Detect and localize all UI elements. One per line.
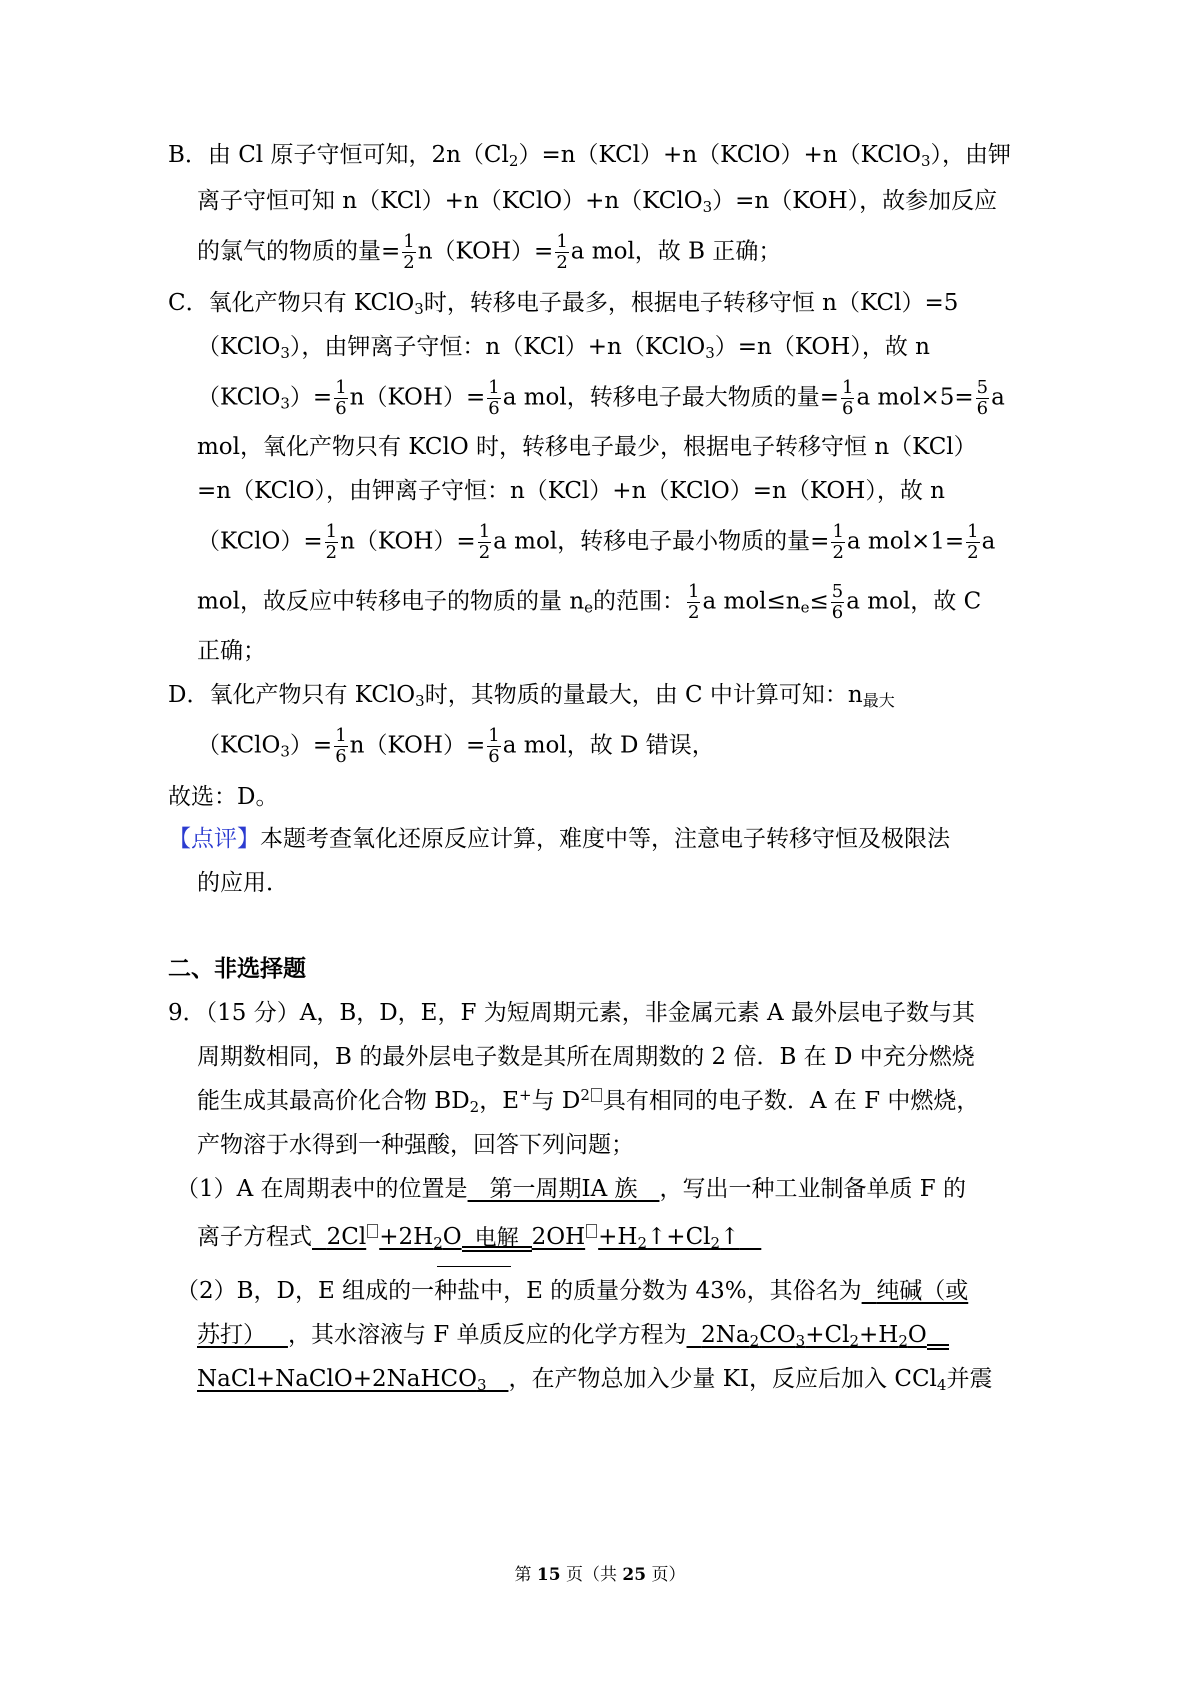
numerator: 1: [832, 521, 844, 542]
missing-glyph-icon: [367, 1224, 378, 1238]
text: 页（共: [566, 1565, 617, 1585]
text: ）=n（KOH），故 n: [714, 334, 930, 360]
subscript: 3: [280, 742, 290, 761]
text: ）=n（KOH），故参加反应: [712, 188, 998, 214]
denominator: 6: [976, 398, 989, 419]
answer-c-line-4: [197, 432, 977, 462]
text: a mol，转移电子最大物质的量=: [502, 384, 839, 411]
text: 本题考查氧化还原反应计算，难度中等，注意电子转移守恒及极限法: [260, 826, 950, 852]
answer-c-line-5: [197, 476, 945, 506]
condition: 电解: [474, 1226, 519, 1251]
text: （KClO: [197, 384, 281, 411]
subscript: e: [584, 598, 594, 617]
text: O: [442, 1224, 462, 1250]
answer-d-line-1: [168, 680, 895, 716]
denominator: 6: [335, 398, 347, 419]
subscript: 3: [702, 198, 713, 216]
fraction: [487, 726, 500, 767]
text: 离子守恒可知 n（KCl）+n（KClO）+n（KClO: [197, 188, 703, 214]
text: 具有相同的电子数．A 在 F 中燃烧，: [602, 1088, 980, 1114]
subscript: 3: [920, 152, 931, 170]
answer-b-line-3: [197, 232, 781, 273]
page-total: 25: [622, 1565, 647, 1585]
question-9-line-4: [197, 1130, 634, 1160]
subscript: 2: [849, 1332, 859, 1350]
text: ）=: [289, 384, 333, 411]
fraction: [334, 726, 347, 767]
answer-d-line-2: [197, 726, 715, 767]
answer-blank: [862, 1278, 969, 1304]
text: ），由钾: [930, 142, 1012, 168]
text: a mol×5=: [856, 384, 974, 411]
text: mol，故反应中转移电子的物质的量 n: [197, 588, 585, 615]
text: 的氯气的物质的量=: [197, 238, 401, 265]
text: ≤: [809, 588, 829, 615]
text: 能生成其最高价化合物 BD: [197, 1088, 470, 1114]
question-9-line-1: [168, 998, 975, 1028]
denominator: 2: [832, 542, 844, 563]
denominator: 6: [488, 398, 500, 419]
text: 时，转移电子最多，根据电子转移守恒 n（KCl）=5: [423, 290, 959, 316]
answer-text: 苏打）: [197, 1322, 266, 1348]
numerator: 1: [488, 377, 500, 398]
text: B．由 Cl 原子守恒可知，2n（Cl: [168, 142, 509, 168]
text: 故选：D。: [168, 784, 279, 810]
fraction: [831, 582, 844, 623]
text: 正确；: [197, 638, 266, 664]
text: NaCl+NaClO+2NaHCO: [197, 1366, 477, 1392]
text: 的应用．: [197, 870, 289, 896]
subscript: 2: [469, 1098, 480, 1116]
text: O: [907, 1322, 927, 1348]
text: ）=: [289, 732, 333, 759]
subscript: e: [800, 598, 810, 617]
answer-text: 第一周期IA 族: [489, 1176, 638, 1202]
denominator: 2: [967, 542, 979, 563]
numerator: 1: [325, 521, 338, 542]
answer-c-line-2: [197, 332, 930, 362]
text: 的范围：: [593, 588, 686, 615]
denominator: 6: [488, 746, 500, 767]
part-1-line-2: [197, 1222, 761, 1252]
denominator: 2: [403, 252, 415, 273]
text: D．氧化产物只有 KClO: [168, 682, 416, 708]
fraction: [687, 582, 700, 623]
text: 2OH: [531, 1224, 586, 1250]
answer-blank: [197, 1322, 288, 1348]
fraction: [976, 378, 989, 419]
text: ↑: [720, 1224, 740, 1250]
final-selection: [168, 782, 278, 812]
answer-c-line-6: [197, 522, 995, 563]
text: （KClO: [197, 732, 281, 759]
answer-equation: [312, 1224, 761, 1250]
fraction: [841, 378, 854, 419]
numerator: 5: [831, 581, 844, 602]
denominator: 2: [478, 542, 491, 563]
text: n（KOH）=: [349, 384, 486, 411]
subscript: 3: [795, 1332, 806, 1350]
subscript: 3: [476, 1376, 487, 1394]
subscript: 2: [637, 1234, 648, 1252]
denominator: 2: [556, 252, 568, 273]
text: 离子方程式: [197, 1224, 312, 1250]
text: ，写出一种工业制备单质 F 的: [659, 1176, 967, 1202]
part-1-line-1: [176, 1174, 966, 1204]
numerator: 1: [335, 725, 347, 746]
text: a mol，转移电子最小物质的量=: [493, 528, 830, 555]
answer-b-line-1: [168, 140, 1011, 170]
part-2-line-1: [176, 1276, 968, 1306]
answer-text: 纯碱（或: [876, 1278, 969, 1304]
text: n（KOH）=: [340, 528, 476, 555]
subscript: 3: [414, 300, 424, 318]
numerator: 1: [842, 377, 854, 398]
text: 页）: [651, 1565, 686, 1585]
text: n（KOH）=: [349, 732, 486, 759]
text: +Cl: [805, 1322, 850, 1348]
question-9-line-2: [197, 1042, 975, 1072]
text: a mol×1=: [846, 528, 965, 555]
review-line-1: [168, 824, 950, 854]
answer-equation: [197, 1366, 508, 1392]
text: （KClO: [197, 334, 281, 360]
text: a: [991, 384, 1005, 411]
fraction: [555, 232, 568, 273]
text: n（KOH）=: [417, 238, 554, 265]
text: C．氧化产物只有 KClO: [168, 290, 415, 316]
equals-sign: [927, 1344, 949, 1350]
text: a mol，故 D 错误，: [502, 732, 715, 759]
numerator: 5: [976, 377, 989, 398]
text: 2Na: [701, 1322, 750, 1348]
denominator: 2: [688, 602, 700, 623]
text: a mol≤n: [702, 588, 801, 615]
subscript: 2: [433, 1234, 443, 1252]
denominator: 6: [831, 602, 844, 623]
answer-equation: [687, 1322, 949, 1348]
denominator: 6: [335, 746, 347, 767]
subscript: 3: [705, 344, 715, 362]
subscript: 3: [415, 692, 425, 710]
numerator: 1: [335, 377, 347, 398]
text: ），由钾离子守恒：n（KCl）+n（KClO: [289, 334, 706, 360]
subscript: 3: [280, 344, 290, 362]
text: 时，其物质的量最大，由 C 中计算可知：n: [424, 682, 863, 708]
subscript: 2: [898, 1332, 908, 1350]
denominator: 2: [325, 542, 338, 563]
fraction: [325, 522, 338, 563]
text: 周期数相同，B 的最外层电子数是其所在周期数的 2 倍．B 在 D 中充分燃烧: [197, 1044, 975, 1070]
text: ，在产物总加入少量 KI，反应后加入 CCl: [508, 1366, 937, 1392]
subscript: 2: [508, 152, 519, 170]
subscript: 2: [710, 1234, 721, 1252]
page-footer: [0, 1560, 1200, 1585]
numerator: 1: [688, 581, 700, 602]
subscript: 2: [749, 1332, 760, 1350]
numerator: 1: [556, 231, 568, 252]
text: +H: [858, 1322, 899, 1348]
part-2-line-2: [197, 1320, 949, 1350]
part-2-line-3: [197, 1364, 992, 1394]
superscript: +: [519, 1086, 532, 1104]
superscript: 2: [580, 1086, 590, 1104]
equals-bar: [927, 1344, 949, 1350]
answer-c-line-8: [197, 636, 266, 666]
reaction-arrow: [462, 1228, 532, 1252]
answer-c-line-7: [197, 582, 981, 623]
text: a: [981, 528, 996, 555]
review-tag: 【点评】: [168, 826, 260, 852]
text: mol，氧化产物只有 KClO 时，转移电子最少，根据电子转移守恒 n（KCl）: [197, 434, 977, 460]
text: 第: [514, 1565, 532, 1585]
missing-glyph-icon: [591, 1088, 602, 1102]
text: CO: [759, 1322, 796, 1348]
text: （KClO）=: [197, 528, 323, 555]
subscript: 4: [936, 1376, 947, 1394]
text: 与 D: [531, 1088, 581, 1114]
fraction: [334, 378, 347, 419]
text: a mol，故 B 正确；: [570, 238, 782, 265]
text: 二、非选择题: [168, 955, 306, 982]
review-line-2: [197, 868, 289, 898]
answer-blank: [468, 1176, 660, 1202]
text: （2）B，D，E 组成的一种盐中，E 的质量分数为 43%，其俗名为: [176, 1278, 862, 1304]
text: 2Cl: [326, 1224, 367, 1250]
fraction: [402, 232, 415, 273]
text: 并震: [946, 1366, 993, 1392]
text: ，其水溶液与 F 单质反应的化学方程为: [287, 1322, 687, 1348]
text: 产物溶于水得到一种强酸，回答下列问题；: [197, 1132, 634, 1158]
page-number: 15: [536, 1565, 561, 1585]
text: ↑+Cl: [647, 1224, 711, 1250]
text: ）=n（KCl）+n（KClO）+n（KClO: [518, 142, 921, 168]
missing-glyph-icon: [586, 1224, 597, 1238]
denominator: 6: [842, 398, 854, 419]
text: 9．（15 分）A，B，D，E，F 为短周期元素，非金属元素 A 最外层电子数与其: [168, 1000, 975, 1026]
fraction: [478, 522, 491, 563]
text: +2H: [379, 1224, 434, 1250]
fraction: [831, 522, 844, 563]
answer-c-line-3: [197, 378, 1005, 419]
text: ，E: [479, 1088, 519, 1114]
text: +H: [598, 1224, 638, 1250]
text: （1）A 在周期表中的位置是: [176, 1176, 468, 1202]
answer-b-line-2: [197, 186, 997, 216]
fraction: [487, 378, 500, 419]
numerator: 1: [967, 521, 979, 542]
numerator: 1: [488, 725, 500, 746]
question-9-line-3: [197, 1086, 979, 1116]
section-heading: [168, 954, 306, 984]
subscript-max: 最大: [862, 691, 895, 710]
numerator: 1: [478, 521, 491, 542]
numerator: 1: [403, 231, 415, 252]
answer-c-line-1: [168, 288, 958, 318]
fraction: [966, 522, 979, 563]
text: =n（KClO），由钾离子守恒：n（KCl）+n（KClO）=n（KOH），故 n: [197, 478, 945, 504]
subscript: 3: [280, 394, 290, 413]
underline-rule: [437, 1266, 511, 1267]
text: a mol，故 C: [846, 588, 982, 615]
